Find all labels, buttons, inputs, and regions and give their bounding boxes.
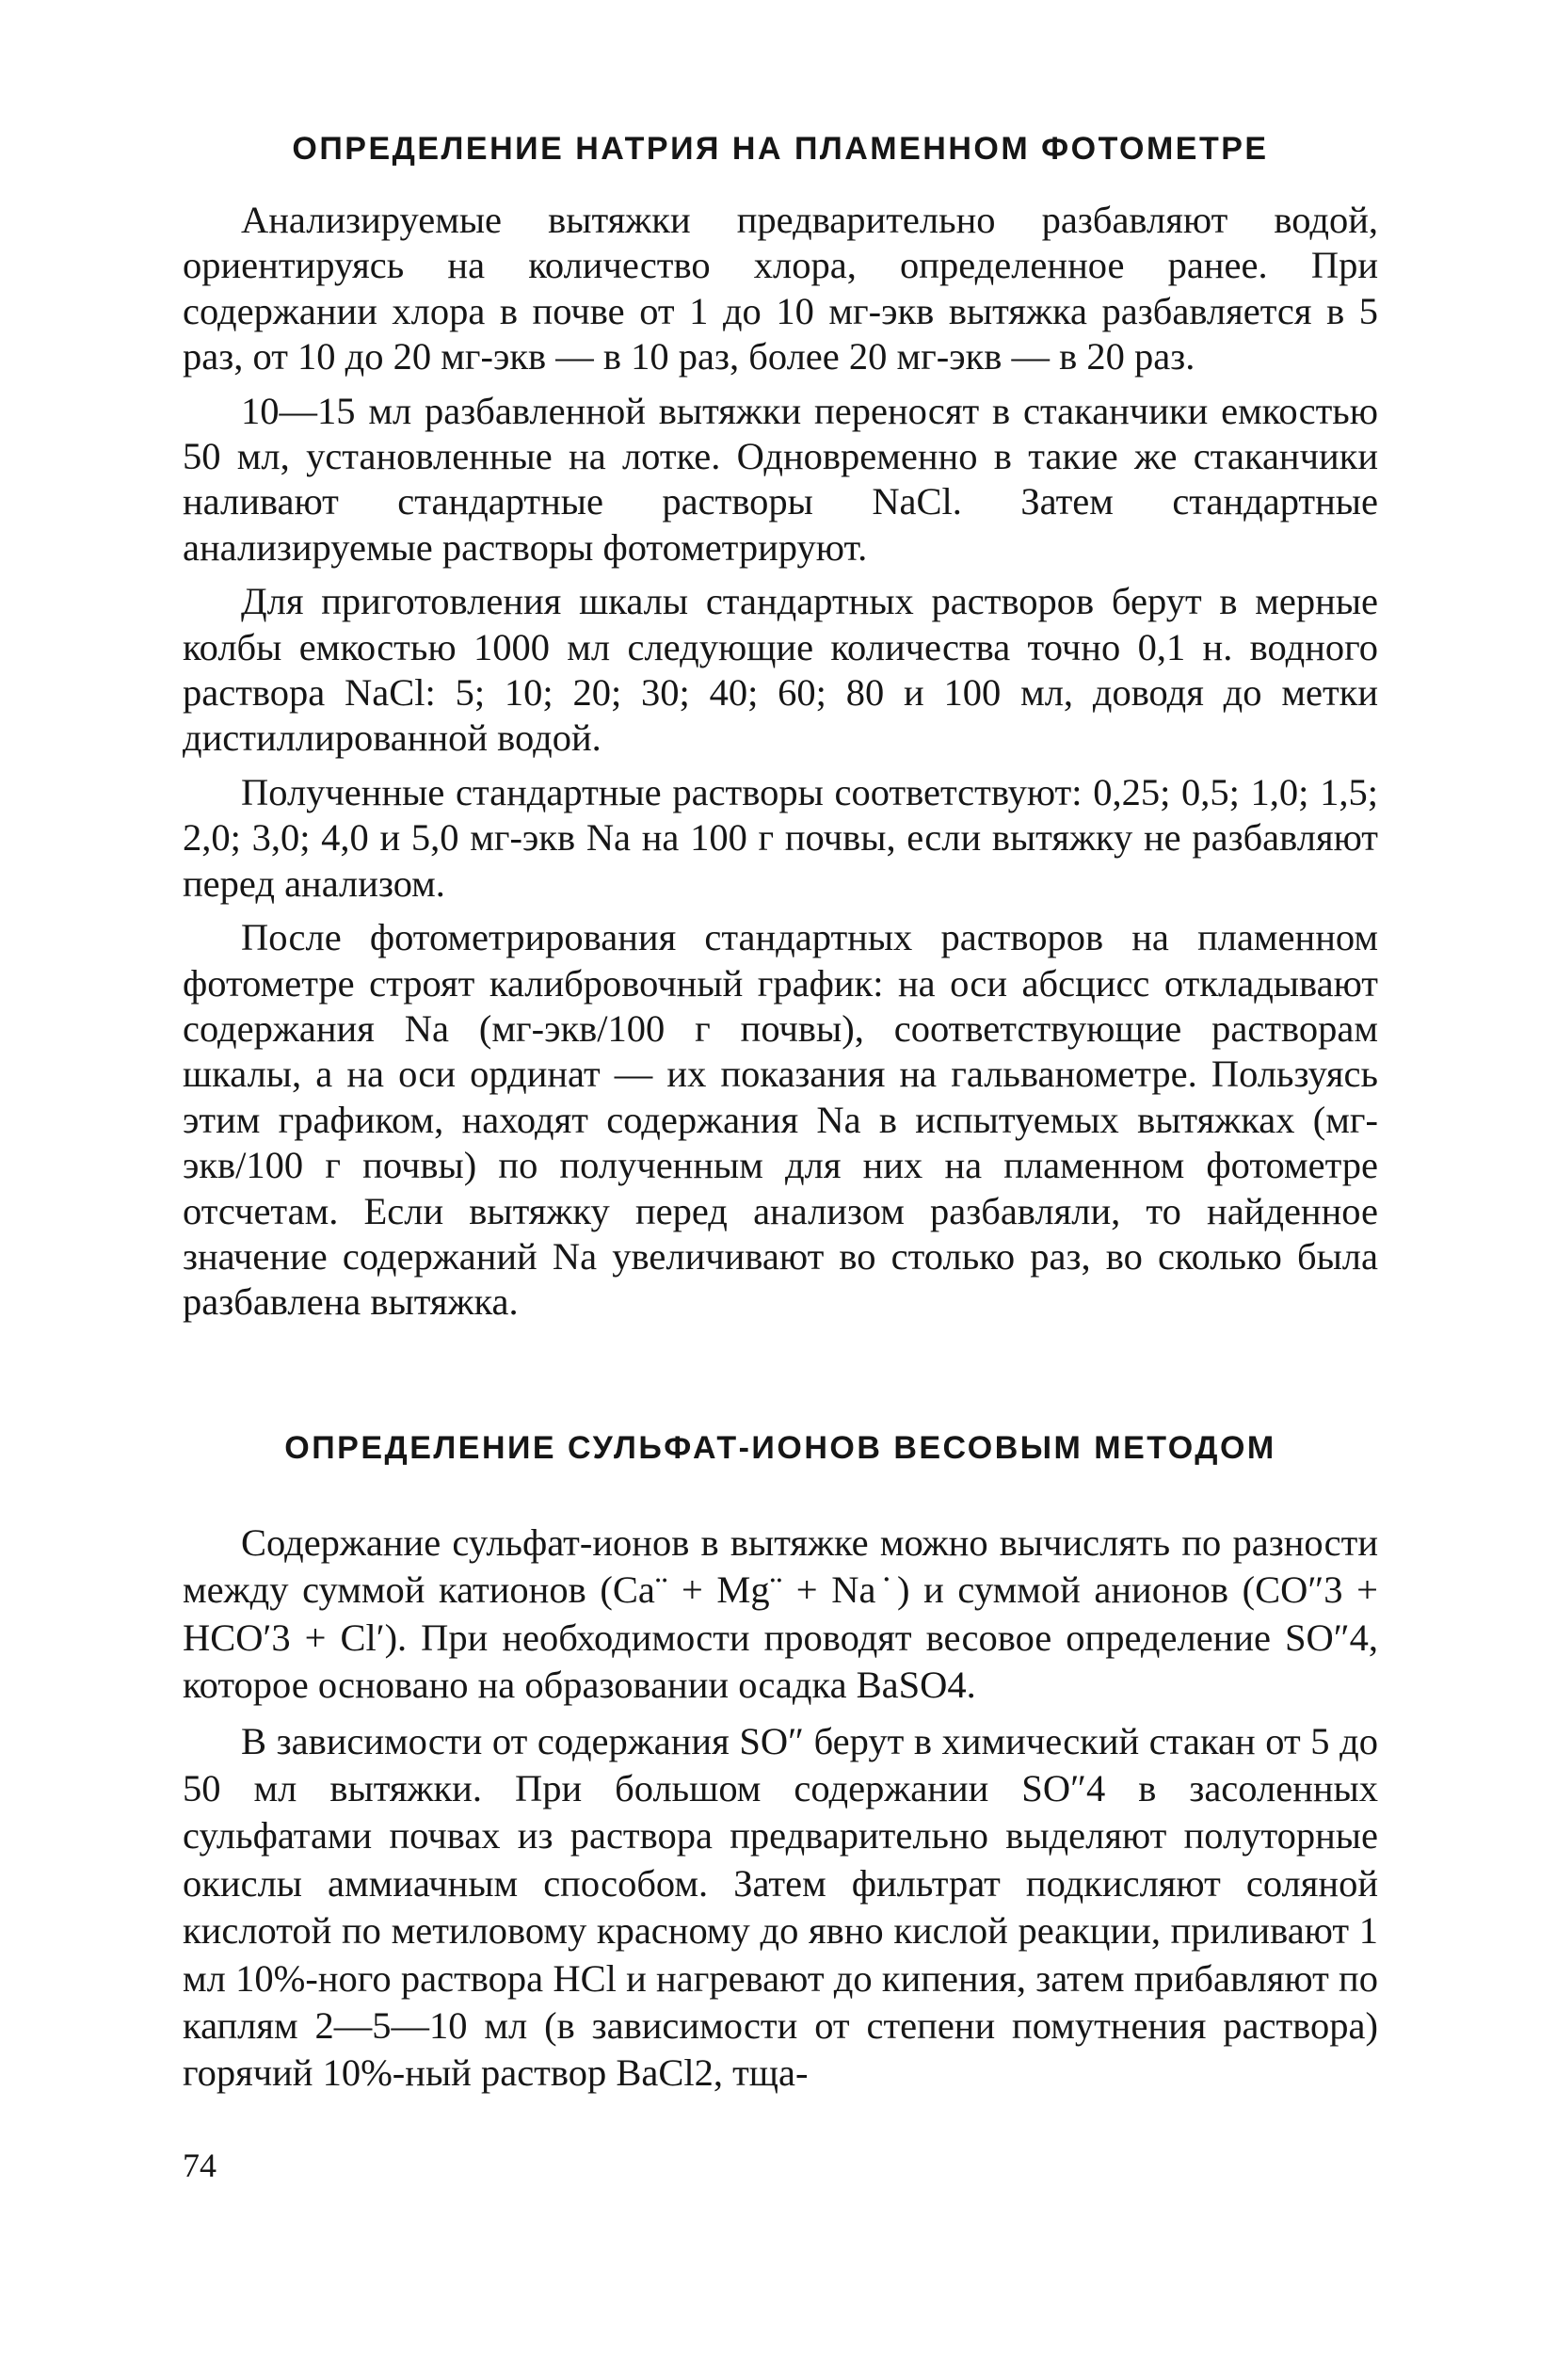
- paragraph: Для приготовления шкалы стандартных растворов берут в мерные колбы емкостью 1000 мл следующие количества точно 0,1 н. водного раствора NaCl: 5; 10; 20; 30; 40; 60; 80 и 100 мл, доводя до метки дистиллированной водой.: [183, 580, 1378, 760]
- section-heading-sodium: ОПРЕДЕЛЕНИЕ НАТРИЯ НА ПЛАМЕННОМ ФОТОМЕТРЕ: [292, 131, 1269, 167]
- paragraph: После фотометрирования стандартных растворов на пламенном фотометре строят калибровочный график: на оси абсцисс откладывают содержания Na (мг-экв/100 г почвы), соответствующие растворам шкалы, а на оси ординат — их показания на гальванометре. Пользуясь этим графиком, находят содержания Na в испытуемых вытяжках (мг-экв/100 г почвы) по полученным для них на пламенном фотометре отсчетам. Если вытяжку перед анализом разбавляли, то найденное значение содержаний Na увеличивают во столько раз, во сколько была разбавлена вытяжка.: [183, 916, 1378, 1324]
- section-sulfate-body: [183, 1520, 1378, 2098]
- paragraph: 10—15 мл разбавленной вытяжки переносят в стаканчики емкостью 50 мл, установленные на лотке. Одновременно в такие же стаканчики наливают стандартные растворы NaCl. Затем стандартные анализируемые растворы фотометрируют.: [183, 389, 1378, 569]
- section-heading-sulfate: ОПРЕДЕЛЕНИЕ СУЛЬФАТ-ИОНОВ ВЕСОВЫМ МЕТОДОМ: [284, 1430, 1276, 1466]
- section-sodium-body: [183, 198, 1378, 1326]
- book-page: [183, 0, 1378, 2380]
- paragraph: В зависимости от содержания SO″ берут в химический стакан от 5 до 50 мл вытяжки. При большом содержании SO″4 в засоленных сульфатами почвах из раствора предварительно выделяют полуторные окислы аммиачным способом. Затем фильтрат подкисляют соляной кислотой по метиловому красному до явно кислой реакции, приливают 1 мл 10%-ного раствора HCl и нагревают до кипения, затем прибавляют по каплям 2—5—10 мл (в зависимости от степени помутнения раствора) горячий 10%-ный раствор BaCl2, тща-: [183, 1719, 1378, 2095]
- page-number: 74: [183, 2147, 217, 2184]
- paragraph: Анализируемые вытяжки предварительно разбавляют водой, ориентируясь на количество хлора, определенное ранее. При содержании хлора в почве от 1 до 10 мг-экв вытяжка разбавляется в 5 раз, от 10 до 20 мг-экв — в 10 раз, более 20 мг-экв — в 20 раз.: [183, 199, 1378, 378]
- paragraph: Полученные стандартные растворы соответствуют: 0,25; 0,5; 1,0; 1,5; 2,0; 3,0; 4,0 и 5,0 мг-экв Na на 100 г почвы, если вытяжку не разбавляют перед анализом.: [183, 770, 1378, 905]
- paragraph: Содержание сульфат-ионов в вытяжке можно вычислять по разности между суммой катионов (Ca¨ + Mg¨ + Na˙) и суммой анионов (CO″3 + HCO′3 + Cl′). При необходимости проводят весовое определение SO″4, которое основано на образовании осадка BaSO4.: [183, 1521, 1378, 1707]
